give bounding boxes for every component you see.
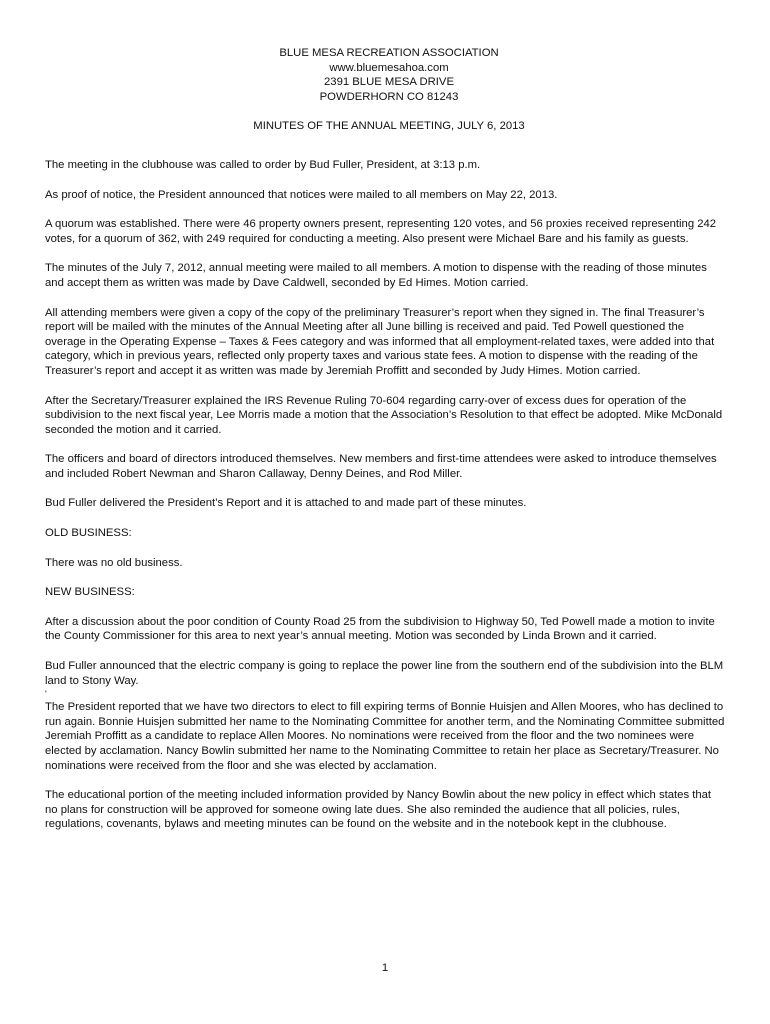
document-page — [45, 46, 725, 832]
paragraph-irs-ruling: After the Secretary/Treasurer explained the IRS Revenue Ruling 70-604 regarding carry-over of excess dues for operation of the subdivision to the next fiscal year, Lee Morris made a motion that the Association’s Resolution to that effect be adopted. Mike McDonald seconded the motion and it carried. — [45, 394, 723, 436]
city-state-zip: POWDERHORN CO 81243 — [319, 90, 459, 103]
paragraph-proof-of-notice: As proof of notice, the President announced that notices were mailed to all members on May 22, 2013. — [45, 188, 558, 201]
paragraph-power-line: Bud Fuller announced that the electric company is going to replace the power line from the southern end of the subdivision into the BLM land to Stony Way. — [45, 660, 724, 687]
paragraph-treasurer-report: All attending members were given a copy of the copy of the preliminary Treasurer’s report when they signed in. The final Treasurer’s report will be mailed with the minutes of the Annual Meeting after all June billing is received and paid. Ted Powell questioned the overage in the Operating Expense – Taxes & Fees category and was informed that all employment-related taxes, were added into that category, which in previous years, reflected only property taxes and various state fees. A motion to dispense with the reading of the Treasurer’s report and accept it as written was made by Jeremiah Proffitt and seconded by Judy Himes. Motion carried. — [45, 306, 715, 377]
page-number: 1 — [381, 962, 389, 974]
heading-old-business: OLD BUSINESS: — [45, 527, 132, 540]
paragraph-educational: The educational portion of the meeting included information provided by Nancy Bowlin about the new policy in effect which states that no plans for construction will be approved for someone owing late dues. She also reminded the audience that all policies, rules, regulations, covenants, bylaws and meeting minutes can be found on the website and in the notebook kept in the clubhouse. — [45, 789, 712, 831]
street-address: 2391 BLUE MESA DRIVE — [324, 76, 454, 89]
heading-new-business: NEW BUSINESS: — [45, 586, 135, 599]
letterhead — [53, 46, 725, 104]
paragraph-presidents-report: Bud Fuller delivered the President’s Report and it is attached to and made part of these minutes. — [45, 497, 527, 510]
meeting-title: MINUTES OF THE ANNUAL MEETING, JULY 6, 2013 — [253, 120, 525, 133]
paragraph-call-to-order: The meeting in the clubhouse was called to order by Bud Fuller, President, at 3:13 p.m. — [45, 158, 481, 171]
paragraph-county-road: After a discussion about the poor condition of County Road 25 from the subdivision to Highway 50, Ted Powell made a motion to invite the County Commissioner for this area to next year’s annual meeting. Motion was seconded by Linda Brown and it carried. — [45, 615, 715, 643]
paragraph-prior-minutes: The minutes of the July 7, 2012, annual meeting were mailed to all members. A motion to dispense with the reading of those minutes and accept them as written was made by Dave Caldwell, seconded by Ed Himes. Motion carried. — [45, 262, 707, 289]
website-link[interactable]: www.bluemesahoa.com — [329, 61, 449, 74]
org-name: BLUE MESA RECREATION ASSOCIATION — [279, 47, 499, 59]
paragraph-quorum: A quorum was established. There were 46 property owners present, representing 120 votes, and 56 proxies received representing 242 votes, for a quorum of 362, with 249 required for conducting a meeting. Also present were Michael Bare and his family as guests. — [45, 218, 717, 245]
paragraph-no-old-business: There was no old business. — [45, 556, 183, 569]
stray-mark: ' — [45, 689, 47, 700]
paragraph-introductions: The officers and board of directors introduced themselves. New members and first-time attendees were asked to introduce themselves and included Robert Newman and Sharon Callaway, Denny Deines, and Rod Miller. — [45, 453, 717, 480]
paragraph-director-election: The President reported that we have two directors to elect to fill expiring terms of Bonnie Huisjen and Allen Moores, who has declined to run again. Bonnie Huisjen submitted her name to the Nominating Committee for another term, and the Nominating Committee submitted Jeremiah Proffitt as a candidate to replace Allen Moores. No nominations were received from the floor and the two nominees were elected by acclamation. Nancy Bowlin submitted her name to the Nominating Committee to retain her place as Secretary/Treasurer. No nominations were received from the floor and she was elected by acclamation. — [45, 701, 725, 772]
